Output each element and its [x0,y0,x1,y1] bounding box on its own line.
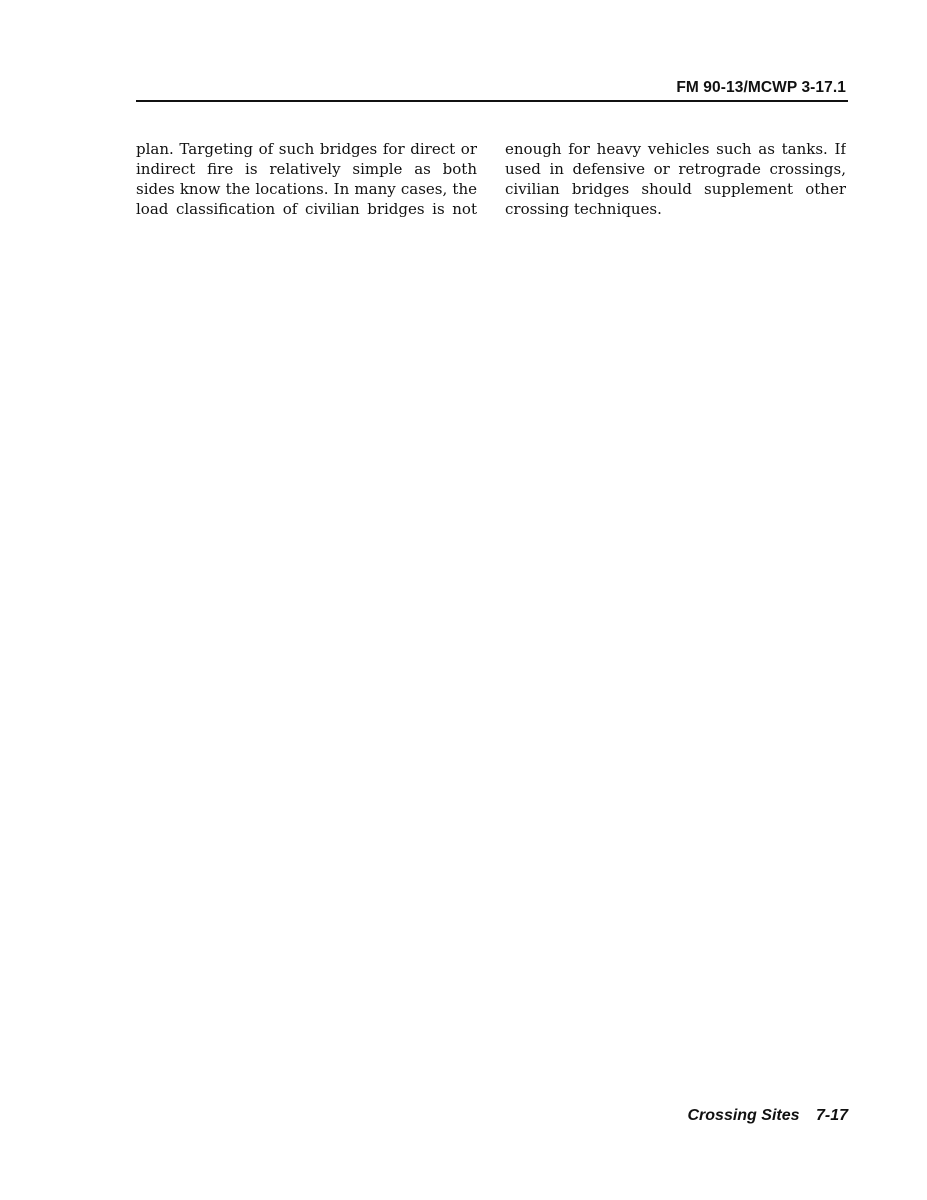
footer-section-title: Crossing Sites [687,1107,800,1124]
text-line: sides know the locations. In many cases, the [136,180,477,198]
page-header [136,78,848,102]
text-line: enough for heavy vehicles such as tanks. If [505,140,846,158]
page-footer [687,1107,848,1125]
text-line: plan. Targeting of such bridges for direct or [136,140,477,158]
page-number: 7-17 [815,1107,848,1124]
right-column [505,139,846,219]
document-id: FM 90-13/MCWP 3-17.1 [676,79,846,96]
text-line: indirect fire is relatively simple as both [136,160,477,178]
text-line: load classification of civilian bridges is not [136,200,477,218]
text-line: used in defensive or retrograde crossings, [505,160,846,178]
left-column [136,139,477,219]
text-line: crossing techniques. [505,200,662,218]
text-line: civilian bridges should supplement other [505,180,846,198]
